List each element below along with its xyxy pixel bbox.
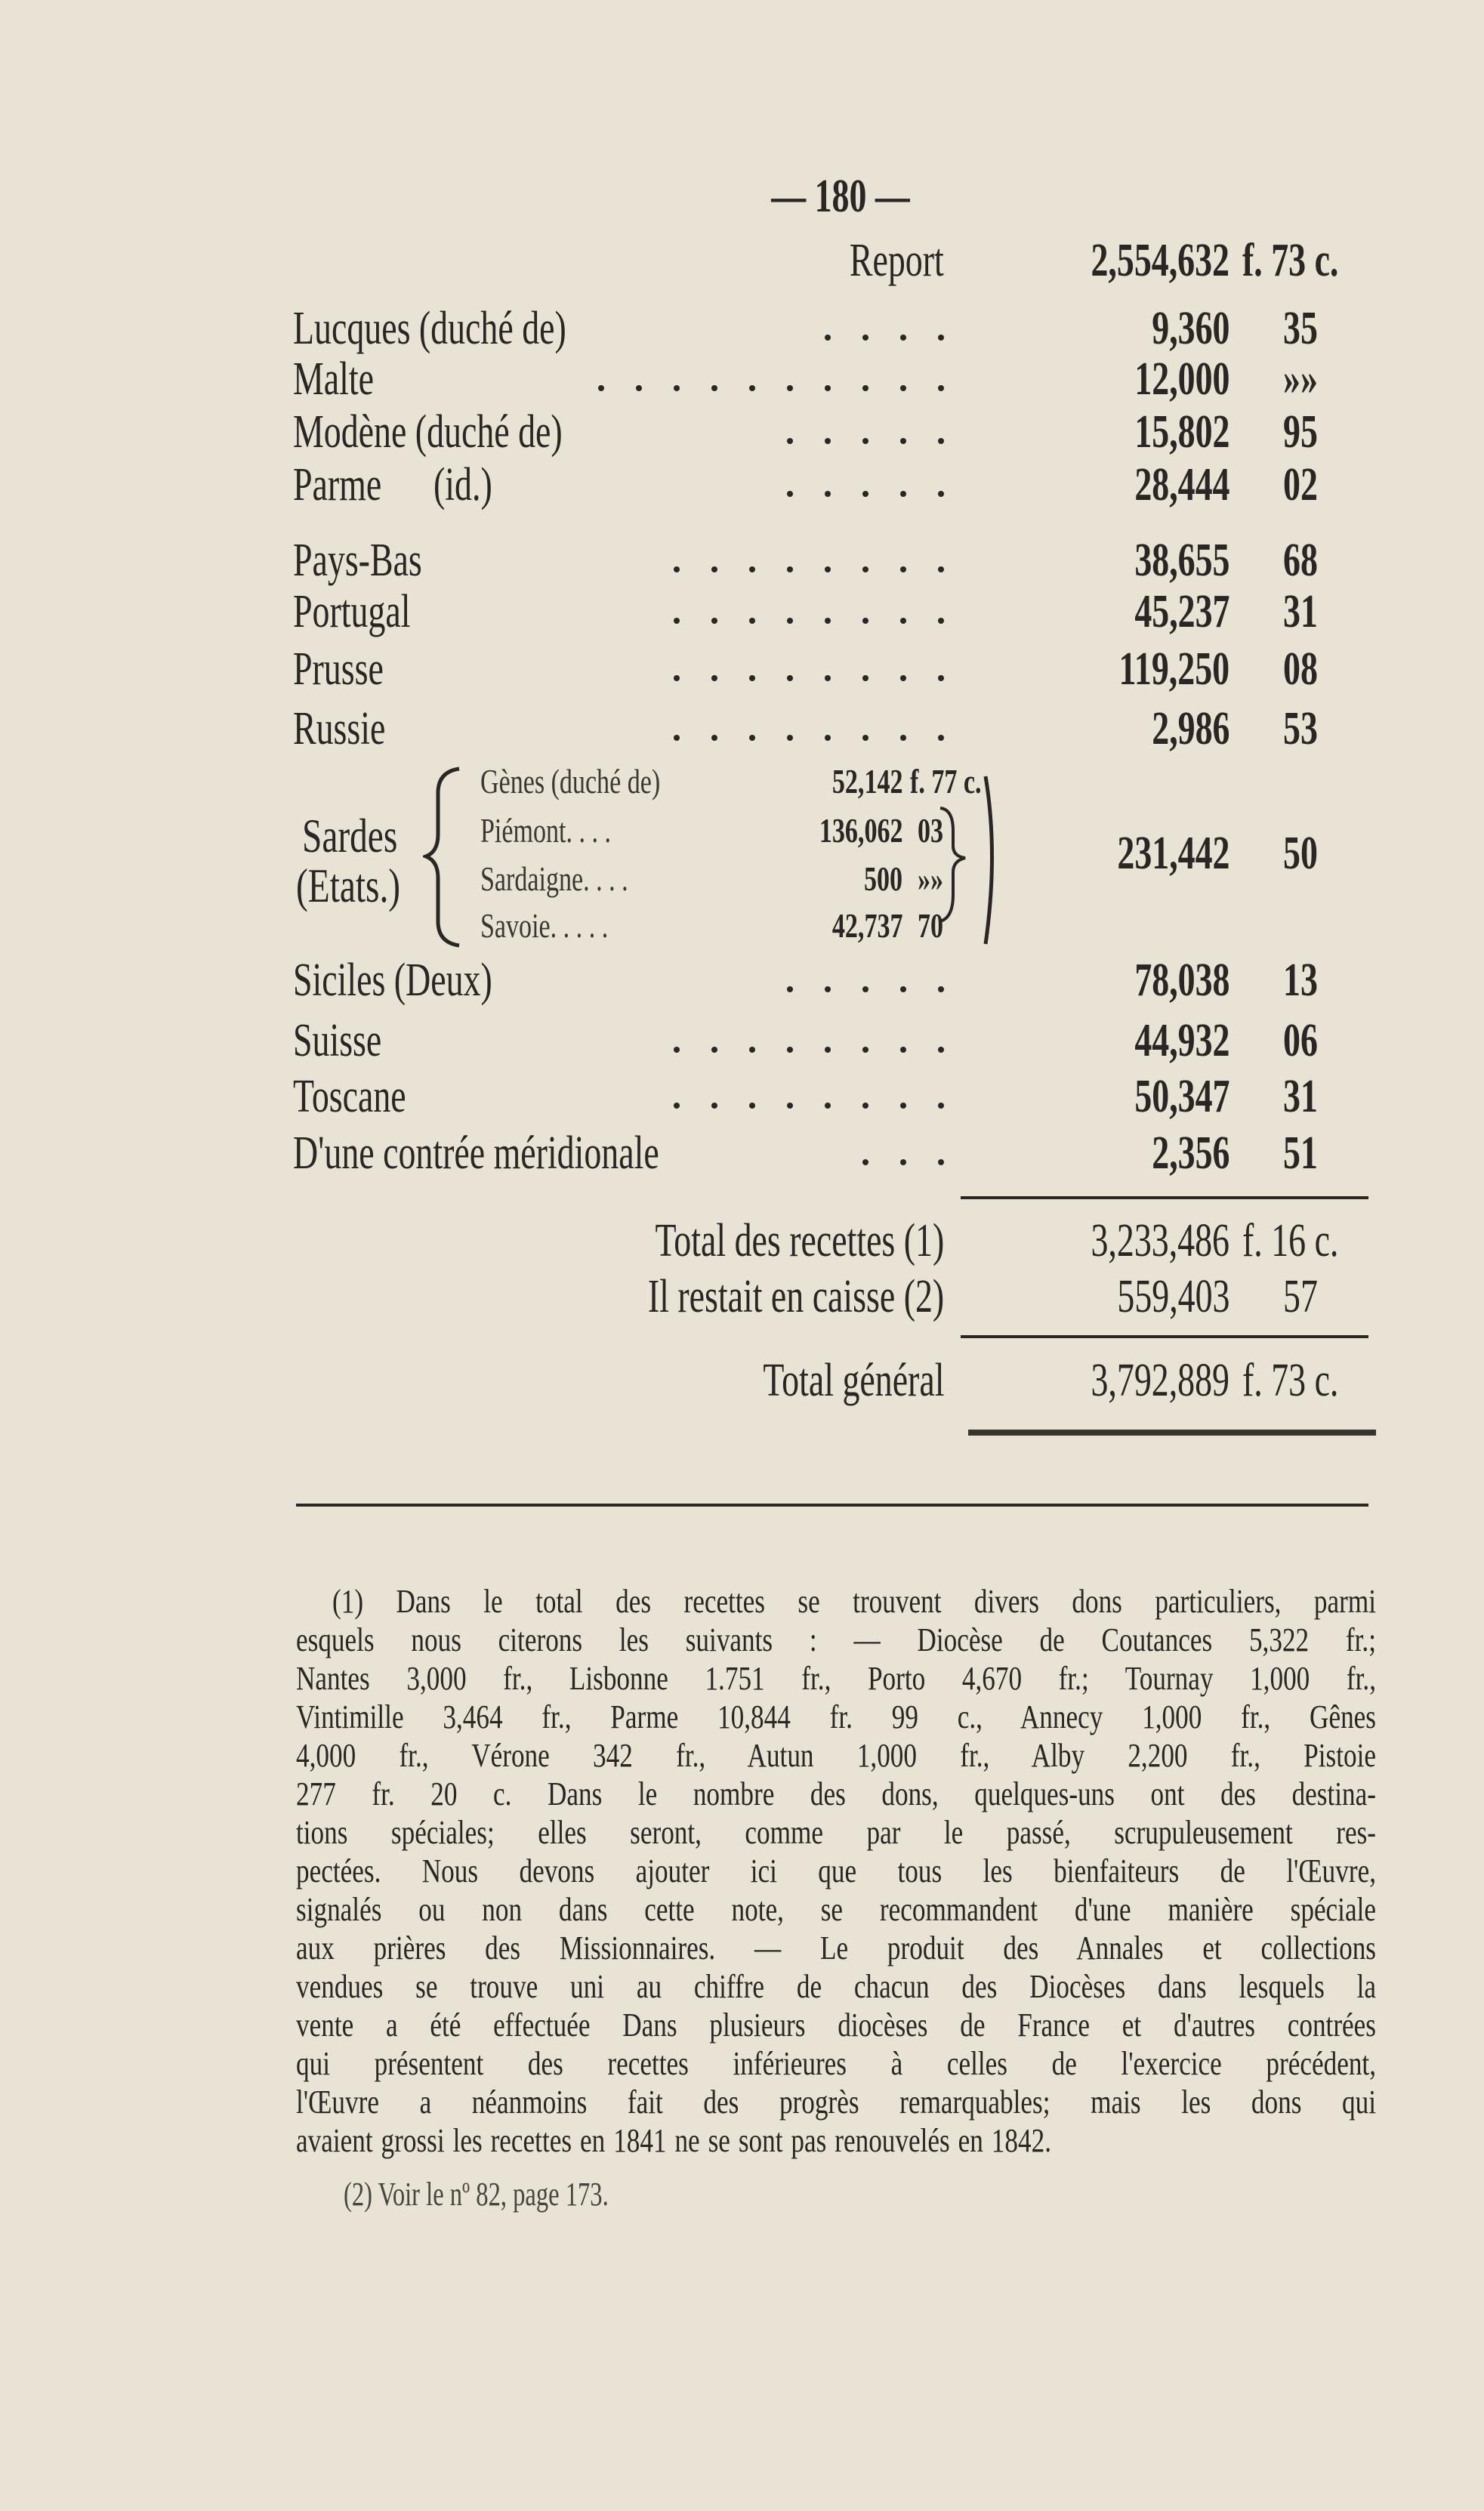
footnote-line (296, 1621, 1376, 1659)
cents (1263, 1010, 1338, 1071)
leader-dot (674, 1047, 680, 1053)
amount-text: 50,347 (1134, 1071, 1229, 1122)
amount (1101, 581, 1230, 642)
cents-text: 02 (1283, 459, 1318, 511)
total-recettes-cents (1242, 1211, 1372, 1271)
leader-dot (749, 385, 755, 391)
report-cents-text: f. 73 c. (1242, 235, 1339, 286)
country-label-text: Pays-Bas (293, 535, 422, 586)
leader-dot (862, 438, 868, 444)
footnote-line-text: aux prières des Missionnaires. — Le produit des Annales et collections (296, 1930, 1376, 1967)
leader-dot (900, 986, 906, 992)
footnote-line (296, 1929, 1376, 1967)
footnote-line (296, 2083, 1376, 2121)
cents-text: 31 (1283, 586, 1318, 637)
footnote-line-text: avaient grossi les recettes en 1841 ne se sont pas renouvelés en 1842. (296, 2122, 1051, 2159)
leader-dot (787, 1103, 793, 1109)
amount (1101, 1066, 1230, 1127)
leader-dot (825, 735, 831, 741)
sardes-item-amount-text: 52,142 (831, 762, 902, 800)
country-label-text: D'une contrée méridionale (293, 1127, 659, 1179)
amount (1125, 699, 1230, 759)
total-general-amount (1042, 1350, 1229, 1411)
amount-text: 9,360 (1151, 303, 1229, 354)
footnote-line-text: pectées. Nous devons ajouter ici que tous les bienfaiteurs de l'Œuvre, (296, 1852, 1376, 1889)
leader-dot (938, 1159, 944, 1165)
country-label (293, 1066, 446, 1127)
sardes-total-cents (1263, 823, 1338, 884)
sardes-item-cents (910, 759, 1007, 804)
table-row (0, 402, 1484, 462)
amount-text: 78,038 (1134, 955, 1229, 1006)
table-row (0, 1010, 1484, 1071)
sardes-item-amount-text: 136,062 (819, 811, 902, 850)
leader-dot (711, 385, 717, 391)
leader-dot (862, 385, 868, 391)
footnote-line-text: l'Œuvre a néanmoins fait des progrès remarquables; mais les dons qui (296, 2084, 1376, 2121)
leader-dot (938, 335, 944, 341)
sardes-item-label-text: Piémont. . . . (480, 811, 612, 850)
page-number (0, 170, 1484, 224)
cents (1263, 402, 1338, 462)
cents (1263, 1066, 1338, 1127)
country-label-text: Modène (duché de) (293, 406, 563, 458)
country-label (293, 1010, 412, 1071)
leader-dot (862, 1159, 868, 1165)
caisse-amount-text: 559,403 (1116, 1271, 1229, 1322)
cents (1263, 639, 1338, 699)
total-recettes-label-wrap (554, 1211, 944, 1271)
cents-text: 53 (1283, 703, 1318, 754)
leader-dot (674, 618, 680, 624)
table-row (0, 455, 1484, 515)
caisse-label: Il restait en caisse (2) (647, 1271, 944, 1322)
leader-dot (862, 1103, 868, 1109)
table-row (0, 699, 1484, 759)
report-label-wrap (816, 230, 944, 291)
total-recettes-amount (1042, 1211, 1229, 1271)
leader-dot (749, 735, 755, 741)
leader-dot (900, 1047, 906, 1053)
leader-dot (862, 1047, 868, 1053)
cents (1263, 455, 1338, 515)
leader-dot (636, 385, 642, 391)
amount (1101, 402, 1230, 462)
leader-dot (711, 618, 717, 624)
table-row (0, 349, 1484, 409)
cents-text: 06 (1283, 1015, 1318, 1066)
sardes-item-amount (807, 759, 903, 804)
leader-dot (900, 618, 906, 624)
amount (1101, 1010, 1230, 1071)
leader-dot (825, 618, 831, 624)
leader-dot (787, 618, 793, 624)
leader-dot (787, 735, 793, 741)
leader-dot (900, 491, 906, 497)
leader-dot (938, 491, 944, 497)
footnote-2 (344, 2175, 702, 2213)
footnote-2-text: (2) Voir le nº 82, page 173. (344, 2176, 609, 2213)
sardes-item-label-text: Savoie. . . . . (480, 906, 609, 945)
leader-dot (900, 1103, 906, 1109)
amount (1101, 950, 1230, 1010)
report-amount-text: 2,554,632 (1091, 235, 1229, 286)
amount-text: 15,802 (1134, 406, 1229, 458)
leader-dot (862, 986, 868, 992)
total-general-cents (1242, 1350, 1372, 1411)
leader-dot (711, 675, 717, 681)
total-general-label-wrap (699, 1350, 944, 1411)
table-row (0, 1066, 1484, 1127)
cents-text: 95 (1283, 406, 1318, 458)
country-label (293, 581, 452, 642)
caisse-label-wrap (544, 1266, 944, 1327)
thick-divider (968, 1430, 1376, 1436)
leader-dot (749, 675, 755, 681)
cents-text: 31 (1283, 1071, 1318, 1122)
sardes-item-label-text: Gènes (duché de) (480, 762, 661, 800)
footnote-line (296, 1852, 1376, 1890)
sardes-item-amount-text: 42,737 (831, 906, 902, 945)
caisse-amount (1078, 1266, 1230, 1327)
total-recettes-amount-text: 3,233,486 (1091, 1215, 1229, 1266)
total-general-amount-text: 3,792,889 (1091, 1355, 1229, 1406)
cents (1263, 950, 1338, 1010)
leader-dot (938, 1103, 944, 1109)
sardes-total-amount-text: 231,442 (1116, 828, 1229, 879)
amount-text: 12,000 (1134, 353, 1229, 405)
cents-text: 51 (1283, 1127, 1318, 1179)
footnote-separator (296, 1504, 1368, 1507)
cents (1263, 349, 1338, 409)
cents (1263, 699, 1338, 759)
total-general-row (0, 1350, 1484, 1411)
leader-dot (787, 675, 793, 681)
leader-dot (938, 618, 944, 624)
leader-dot (900, 1159, 906, 1165)
leader-dot (900, 566, 906, 572)
leader-dot (900, 385, 906, 391)
footnote-line-text: qui présentent des recettes inférieures à celles de l'exercice précédent, (296, 2045, 1376, 2082)
footnote-line (296, 1775, 1376, 1813)
footnote-line-text: Vintimille 3,464 fr., Parme 10,844 fr. 99 c., Annecy 1,000 fr., Gênes (296, 1698, 1376, 1735)
leader-dot (938, 385, 944, 391)
footnote-line-text: vente a été effectuée Dans plusieurs diocèses de France et d'autres contrées (296, 2007, 1376, 2044)
amount (1080, 639, 1229, 699)
leader-dot (900, 438, 906, 444)
country-label (293, 950, 562, 1010)
country-label (293, 455, 562, 515)
leader-dot (674, 385, 680, 391)
country-label-text: Prusse (293, 643, 384, 695)
country-label-text: Portugal (293, 586, 411, 637)
amount (1101, 455, 1230, 515)
sardes-total-cents-text: 50 (1283, 828, 1318, 879)
cents-text: »» (1283, 353, 1318, 405)
leader-dot (598, 385, 604, 391)
country-label-text: Russie (293, 703, 386, 754)
leader-dot (862, 491, 868, 497)
leader-dot (938, 675, 944, 681)
footnote-line-text: vendues se trouve uni au chiffre de chacun des Diocèses dans lesquels la (296, 1968, 1376, 2005)
country-label-text: Lucques (duché de) (293, 303, 566, 354)
sardes-item-label-text: Sardaigne. . . . (480, 859, 628, 898)
table-row (0, 639, 1484, 699)
leader-dot (938, 986, 944, 992)
leader-dot (787, 566, 793, 572)
amount (1101, 349, 1230, 409)
footnote-line-text: tions spéciales; elles seront, comme par le passé, scrupuleusement res- (296, 1814, 1376, 1851)
leader-dot (938, 566, 944, 572)
leader-dot (862, 335, 868, 341)
footnote-line-text: (1) Dans le total des recettes se trouvent divers dons particuliers, parmi (332, 1583, 1376, 1620)
leader-dot (711, 1103, 717, 1109)
sardes-total (0, 823, 1484, 884)
leader-dot (787, 986, 793, 992)
country-label (293, 402, 657, 462)
country-label-text: Siciles (Deux) (293, 955, 492, 1006)
leader-dot (938, 438, 944, 444)
table-row (0, 950, 1484, 1010)
sardes-item-cents-text: 03 (918, 811, 944, 850)
sardes-total-amount (1078, 823, 1230, 884)
leader-dot (900, 335, 906, 341)
amount-text: 2,986 (1151, 703, 1229, 754)
leader-dot (749, 566, 755, 572)
sardes-item-cents (918, 903, 952, 949)
country-label (293, 639, 415, 699)
leader-dot (674, 675, 680, 681)
leader-dot (900, 735, 906, 741)
total-general-cents-text: f. 73 c. (1242, 1355, 1339, 1406)
sardes-item-cents-text: f. 77 c. (910, 762, 982, 800)
caisse-row (0, 1266, 1484, 1327)
cents-text: 35 (1283, 303, 1318, 354)
leader-dot (825, 986, 831, 992)
sardes-item-label (480, 759, 723, 804)
footnote-line (296, 2121, 1051, 2160)
footnote-line-text: 277 fr. 20 c. Dans le nombre des dons, quelques-uns ont des destina- (296, 1775, 1376, 1812)
leader-dot (862, 618, 868, 624)
leader-dot (825, 491, 831, 497)
leader-dot (862, 735, 868, 741)
sardes-item-cents-text: »» (918, 859, 944, 898)
table-row (0, 1123, 1484, 1183)
caisse-cents-text: 57 (1283, 1271, 1318, 1322)
leader-dot (862, 566, 868, 572)
leader-dot (900, 675, 906, 681)
divider (961, 1196, 1368, 1199)
country-label-text: Toscane (293, 1071, 406, 1122)
total-recettes-label: Total des recettes (1) (655, 1215, 944, 1266)
page-number-text: — 180 — (771, 171, 910, 222)
country-label (293, 1123, 788, 1183)
country-label-text: Malte (293, 353, 375, 405)
leader-dot (749, 1047, 755, 1053)
leader-dot (938, 1047, 944, 1053)
footnote-line-text: 4,000 fr., Vérone 342 fr., Autun 1,000 fr., Alby 2,200 fr., Pistoie (296, 1737, 1376, 1774)
sardes-item-amount-text: 500 (863, 859, 902, 898)
amount (1125, 1123, 1230, 1183)
footnote-line (296, 2044, 1376, 2083)
cents-text: 13 (1283, 955, 1318, 1006)
divider (961, 1335, 1368, 1338)
footnote-line (296, 1698, 1376, 1736)
leader-dot (787, 491, 793, 497)
caisse-cents (1263, 1266, 1338, 1327)
leader-dot (787, 438, 793, 444)
footnote-line-text: signalés ou non dans cette note, se recommandent d'une manière spéciale (296, 1891, 1376, 1928)
leader-dot (674, 735, 680, 741)
footnote-line (296, 1813, 1376, 1852)
leader-dot (825, 438, 831, 444)
cents (1263, 581, 1338, 642)
sardes-label-line2: (Etats.) (296, 859, 401, 912)
leader-dot (862, 675, 868, 681)
amount-text: 38,655 (1134, 535, 1229, 586)
leader-dot (787, 385, 793, 391)
cents-text: 68 (1283, 535, 1318, 586)
total-recettes-cents-text: f. 16 c. (1242, 1215, 1339, 1266)
footnote-line (296, 2006, 1376, 2044)
footnote-line (296, 1736, 1376, 1775)
footnote-line-text: Nantes 3,000 fr., Lisbonne 1.751 fr., Porto 4,670 fr.; Tournay 1,000 fr., (296, 1660, 1376, 1697)
amount-text: 28,444 (1134, 459, 1229, 511)
footnote-line (296, 1659, 1376, 1698)
total-recettes-row (0, 1211, 1484, 1271)
sardes-item-label (480, 903, 653, 949)
leader-dot (825, 385, 831, 391)
footnote-line (296, 1890, 1376, 1929)
cents (1263, 1123, 1338, 1183)
report-amount (1042, 230, 1229, 291)
amount-text: 45,237 (1134, 586, 1229, 637)
footnote-line-text: esquels nous citerons les suivants : — Diocèse de Coutances 5,322 fr.; (296, 1621, 1376, 1658)
country-label (293, 349, 403, 409)
country-label-text: Suisse (293, 1015, 382, 1066)
report-row (0, 230, 1484, 291)
leader-dot (674, 1103, 680, 1109)
amount-text: 119,250 (1118, 643, 1229, 695)
leader-dot (674, 566, 680, 572)
country-label (293, 699, 418, 759)
footnote-line (296, 1967, 1376, 2006)
leader-dot (787, 1047, 793, 1053)
leader-dot (711, 566, 717, 572)
sardes-label-line1: Sardes (302, 809, 398, 862)
report-label: Report (850, 235, 944, 286)
country-label-text: Parme (id.) (293, 459, 492, 511)
amount-text: 2,356 (1151, 1127, 1229, 1179)
leader-dot (825, 1103, 831, 1109)
leader-dot (749, 1103, 755, 1109)
amount-text: 44,932 (1134, 1015, 1229, 1066)
footnote-line (332, 1582, 1376, 1621)
leader-dot (825, 566, 831, 572)
report-cents (1242, 230, 1372, 291)
leader-dot (938, 735, 944, 741)
leader-dot (711, 735, 717, 741)
sardes-item-cents-text: 70 (918, 906, 944, 945)
cents-text: 08 (1283, 643, 1318, 695)
total-general-label: Total général (762, 1355, 944, 1406)
leader-dot (825, 675, 831, 681)
leader-dot (825, 1047, 831, 1053)
leader-dot (825, 335, 831, 341)
table-row (0, 581, 1484, 642)
sardes-item-amount (807, 903, 903, 949)
leader-dot (749, 618, 755, 624)
leader-dot (711, 1047, 717, 1053)
